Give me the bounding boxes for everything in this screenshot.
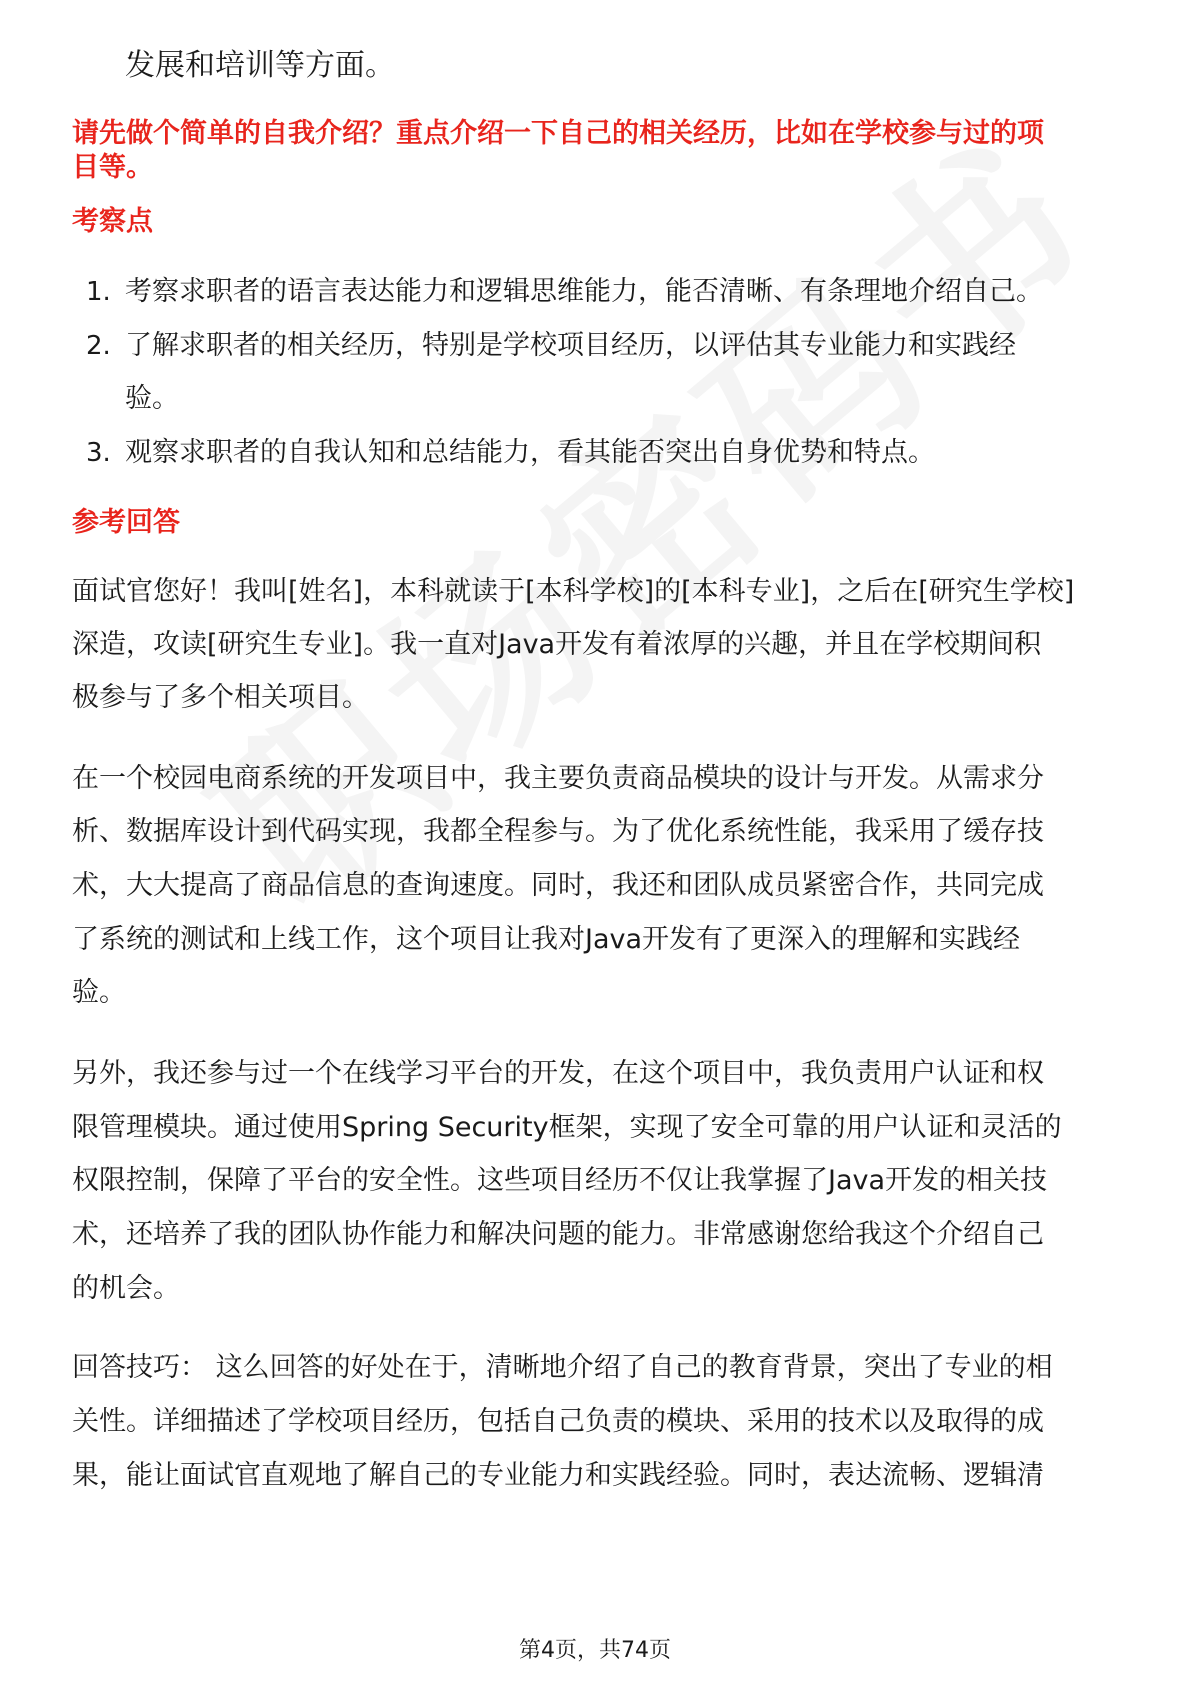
answer-tip-line-3: 果，能让面试官直观地了解自己的专业能力和实践经验。同时，表达流畅、逻辑清 [72, 1460, 1044, 1491]
examine-item-1-number: 1. [86, 277, 111, 307]
examine-item-3-number: 3. [86, 438, 111, 468]
examine-item-1-text: 考察求职者的语言表达能力和逻辑思维能力，能否清晰、有条理地介绍自己。 [125, 276, 1043, 307]
answer-p2-line-5: 验。 [72, 977, 126, 1008]
answer-p1-line-1: 面试官您好！我叫[姓名]，本科就读于[本科学校]的[本科专业]，之后在[研究生学校] [72, 576, 1075, 607]
answer-p2-line-4: 了系统的测试和上线工作，这个项目让我对Java开发有了更深入的理解和实践经 [72, 924, 1021, 955]
examine-heading: 考察点 [72, 206, 153, 237]
answer-p3-line-1: 另外，我还参与过一个在线学习平台的开发，在这个项目中，我负责用户认证和权 [72, 1058, 1044, 1089]
examine-item-3-text: 观察求职者的自我认知和总结能力，看其能否突出自身优势和特点。 [125, 437, 935, 468]
examine-item-2-text-cont: 验。 [125, 383, 179, 414]
examine-item-2-text: 了解求职者的相关经历，特别是学校项目经历，以评估其专业能力和实践经 [125, 330, 1016, 361]
answer-tip-line-1: 回答技巧： 这么回答的好处在于，清晰地介绍了自己的教育背景，突出了专业的相 [72, 1352, 1053, 1383]
answer-p2-line-3: 术，大大提高了商品信息的查询速度。同时，我还和团队成员紧密合作，共同完成 [72, 870, 1044, 901]
answer-p2-line-1: 在一个校园电商系统的开发项目中，我主要负责商品模块的设计与开发。从需求分 [72, 763, 1044, 794]
answer-p3-line-3: 权限控制，保障了平台的安全性。这些项目经历不仅让我掌握了Java开发的相关技 [72, 1165, 1048, 1196]
answer-heading: 参考回答 [72, 507, 180, 538]
question-line-2: 目等。 [72, 152, 153, 183]
answer-p1-line-2: 深造，攻读[研究生专业]。我一直对Java开发有着浓厚的兴趣，并且在学校期间积 [72, 629, 1042, 660]
answer-p2-line-2: 析、数据库设计到代码实现，我都全程参与。为了优化系统性能，我采用了缓存技 [72, 816, 1044, 847]
intro-tail-text: 发展和培训等方面。 [125, 48, 395, 83]
answer-p3-line-2: 限管理模块。通过使用Spring Security框架，实现了安全可靠的用户认证和灵活的 [72, 1112, 1062, 1143]
answer-p3-line-4: 术，还培养了我的团队协作能力和解决问题的能力。非常感谢您给我这个介绍自己 [72, 1219, 1044, 1250]
question-line-1: 请先做个简单的自我介绍？重点介绍一下自己的相关经历，比如在学校参与过的项 [72, 118, 1044, 149]
answer-p1-line-3: 极参与了多个相关项目。 [72, 682, 369, 713]
answer-p3-line-5: 的机会。 [72, 1273, 180, 1304]
answer-tip-line-2: 关性。详细描述了学校项目经历，包括自己负责的模块、采用的技术以及取得的成 [72, 1406, 1044, 1437]
examine-item-2-number: 2. [86, 331, 111, 361]
page-number-footer: 第4页，共74页 [519, 1638, 671, 1663]
